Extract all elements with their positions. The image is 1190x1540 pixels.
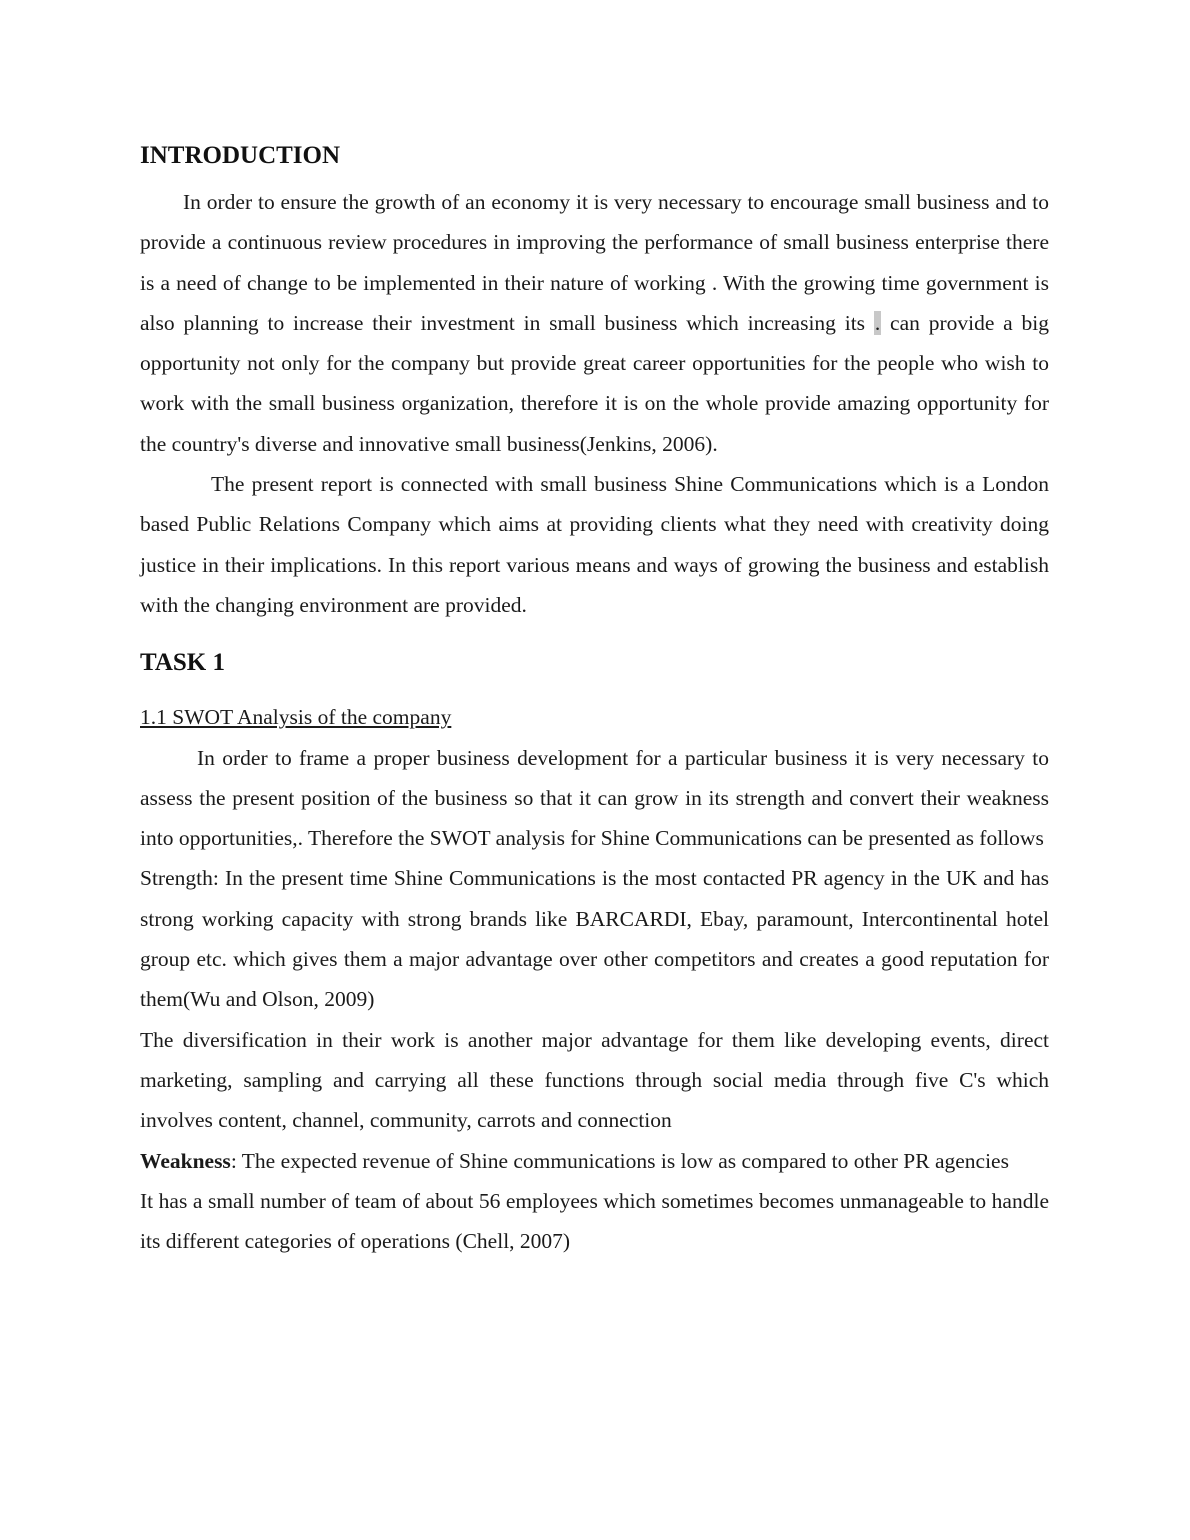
weakness-paragraph <box>140 1141 1049 1181</box>
strength-paragraph: Strength: In the present time Shine Communications is the most contacted PR agency in the UK and has strong working capacity with strong brands like BARCARDI, Ebay, paramount, Intercontinental hotel group etc. which gives them a major advantage over other competitors and creates a good reputation for them(Wu and Olson, 2009) <box>140 866 1049 1012</box>
diversification-paragraph: The diversification in their work is another major advantage for them like developing events, direct marketing, sampling and carrying all these functions through social media through five C's which involves content, channel, community, carrots and connection <box>140 1027 1049 1133</box>
highlighted-mark: . <box>874 310 881 335</box>
task1-heading: TASK 1 <box>140 649 225 677</box>
introduction-paragraph-2: The present report is connected with small business Shine Communications which is a London based Public Relations Company which aims at providing clients what they need with creativity doing justice in their implications. In this report various means and ways of growing the business and establish with the changing environment are provided. <box>140 472 1049 617</box>
team-paragraph: It has a small number of team of about 56 employees which sometimes becomes unmanageable to handle its different categories of operations (Chell, 2007) <box>140 1188 1049 1254</box>
introduction-heading: INTRODUCTION <box>140 142 341 169</box>
document-page <box>140 138 1049 1261</box>
introduction-paragraph-1 <box>140 182 1049 464</box>
swot-intro-paragraph: In order to frame a proper business development for a particular business it is very necessary to assess the present position of the business so that it can grow in its strength and convert their weakness into opportunities,. Therefore the SWOT analysis for Shine Communications can be presented as follows <box>140 745 1049 851</box>
intro-p1-text-a: In order to ensure the growth of an economy it is very necessary to encourage small business and to provide a continuous review procedures in improving the performance of small business enterprise there is a need of change to be implemented in their nature of working . With the growing time government is also planning to increase their investment in small business which increasing its <box>140 190 1049 335</box>
swot-subheading: 1.1 SWOT Analysis of the company <box>140 705 452 730</box>
weakness-label: Weakness <box>140 1148 231 1173</box>
intro-p1-text-b: can provide a big opportunity not only for the company but provide great career opportunities for the people who wish to work with the small business organization, therefore it is on the whole provide amazing opportunity for the country's diverse and innovative small business(Jenkins, 2006). <box>140 310 1049 456</box>
weakness-text: : The expected revenue of Shine communications is low as compared to other PR agencies <box>230 1148 1009 1173</box>
